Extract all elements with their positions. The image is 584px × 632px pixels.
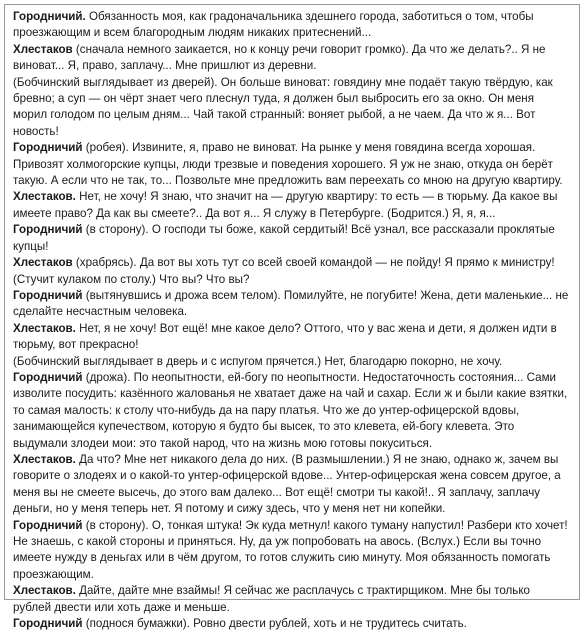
paragraph-text: (сначала немного заикается, но к концу речи говорит громко). Да что же делать?.. Я не виноват... Я, право, заплачу... Мне пришлют из деревни.: [13, 42, 546, 73]
speaker-name: Городничий: [13, 141, 83, 155]
dialogue-paragraph: [13, 42, 571, 75]
speaker-name: Городничий: [13, 617, 83, 631]
text-document: [4, 4, 580, 631]
dialogue-paragraph: [13, 518, 571, 584]
dialogue-paragraph: [13, 9, 571, 42]
paragraph-text: Нет, я не хочу! Вот ещё! мне какое дело? Оттого, что у вас жена и дети, я должен идти в тюрьму, вот прекрасно!: [13, 321, 557, 352]
dialogue-paragraph: [13, 189, 571, 222]
dialogue-paragraph: [13, 321, 571, 354]
dialogue-paragraph: [13, 354, 571, 370]
dialogue-paragraph: [13, 255, 571, 288]
speaker-name: Городничий.: [13, 10, 86, 23]
paragraph-text: (в сторону). О господи ты боже, какой сердитый! Всё узнал, все рассказали проклятые купцы!: [13, 223, 555, 253]
paragraph-text: (храбрясь). Да вот вы хоть тут со всей своей командой — не пойду! Я прямо к министру! (Стучит кулаком по столу.) Что вы? Что вы?: [13, 256, 555, 286]
dialogue-paragraph: [13, 140, 571, 189]
paragraph-text: (в сторону). О, тонкая штука! Эк куда метнул! какого туману напустил! Разбери кто хочет! Не знаешь, с какой стороны и приняться. Ну, да уж попробовать на авось. (Вслух.) Если вы точно имеете нужду в деньгах или в чём другом, то готов служить сию минуту. Моя обязанность помогать проезжающим.: [13, 518, 568, 581]
dialogue-paragraph: [13, 222, 571, 255]
dialogue-paragraph: [13, 583, 571, 616]
speaker-name: Городничий: [13, 370, 83, 384]
dialogue-paragraph: [13, 75, 571, 141]
speaker-name: Хлестаков.: [13, 190, 76, 204]
paragraph-text: (Бобчинский выглядывает из дверей). Он больше виноват: говядину мне подаёт такую твёрдую, как бревно; а суп — он чёрт знает чего плеснул туда, я должен был выбросить его за окно. Он меня морил голодом по целым дням... Чай такой странный: воняет рыбой, а не чаем. Да что ж я... Вот новость!: [13, 75, 553, 138]
speaker-name: Хлестаков.: [13, 321, 76, 335]
paragraph-text: (дрожа). По неопытности, ей-богу по неопытности. Недостаточность состояния... Сами изволите посудить: казённого жалованья не хватает даже на чай и сахар. Если ж и были какие взятки, то самая малость: к столу что-нибудь да на пару платья. Что же до унтер-офицерской вдовы, занимающейся купечеством, которую я будто бы высек, то это клевета, ей-богу клевета. Это выдумали злодеи мои: это такой народ, что на жизнь мою готовы покуситься.: [13, 370, 568, 450]
speaker-name: Городничий: [13, 518, 83, 532]
speaker-name: Хлестаков.: [13, 452, 76, 466]
paragraph-text: Нет, не хочу! Я знаю, что значит на — другую квартиру: то есть — в тюрьму. Да какое вы имеете право? Да как вы смеете?.. Да вот я... Я служу в Петербурге. (Бодрится.) Я, я, я...: [13, 190, 558, 220]
paragraph-text: (Бобчинский выглядывает в дверь и с испугом прячется.) Нет, благодарю покорно, не хочу.: [13, 354, 503, 368]
dialogue-paragraph: [13, 616, 571, 632]
speaker-name: Хлестаков: [13, 42, 73, 56]
paragraph-text: (робея). Извините, я, право не виноват. На рынке у меня говядина всегда хорошая. Привозят холмогорские купцы, люди трезвые и поведения хорошего. Я уж не знаю, откуда он берёт такую. А если что не так, то... Позвольте мне предложить вам переехать со мною на другую квартиру.: [13, 141, 563, 188]
dialogue-paragraph: [13, 452, 571, 518]
paragraph-text: (вытянувшись и дрожа всем телом). Помилуйте, не погубите! Жена, дети маленькие... не сделайте несчастным человека.: [13, 288, 569, 319]
paragraph-text: Обязанность моя, как градоначальника здешнего города, заботиться о том, чтобы проезжающим и всем благородным людям никаких притеснений...: [13, 10, 534, 40]
speaker-name: Хлестаков: [13, 256, 73, 270]
speaker-name: Городничий: [13, 288, 83, 302]
speaker-name: Городничий: [13, 223, 83, 237]
speaker-name: Хлестаков.: [13, 584, 76, 598]
paragraph-text: (поднося бумажки). Ровно двести рублей, хоть и не трудитесь считать.: [82, 617, 467, 631]
paragraph-text: Да что? Мне нет никакого дела до них. (В размышлении.) Я не знаю, однако ж, зачем вы говорите о злодеях и о какой-то унтер-офицерской вдове... Унтер-офицерская жена совсем другое, а меня вы не смеете высечь, до этого вам далеко... Вот ещё! смотри ты какой!.. Я заплачу, заплачу деньги, но у меня теперь нет. Я потому и сижу здесь, что у меня нет ни копейки.: [13, 452, 561, 516]
paragraph-text: Дайте, дайте мне взаймы! Я сейчас же расплачусь с трактирщиком. Мне бы только рублей двести или хоть даже и меньше.: [13, 584, 530, 614]
dialogue-paragraph: [13, 288, 571, 321]
dialogue-paragraph: [13, 370, 571, 452]
